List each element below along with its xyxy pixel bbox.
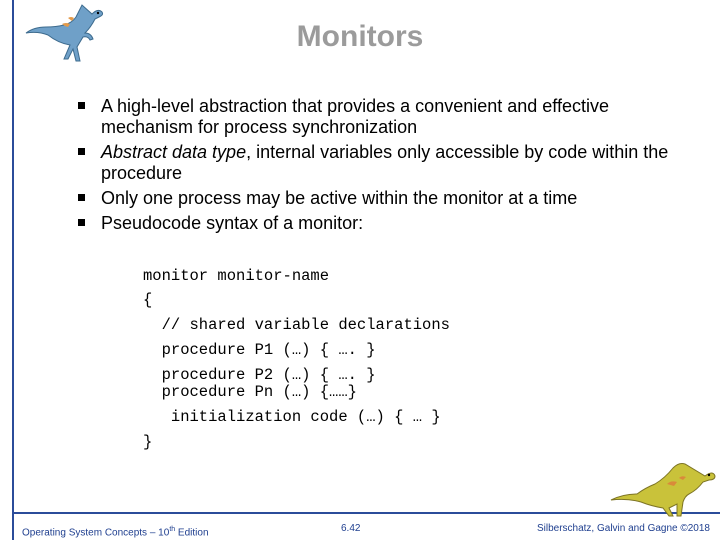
bullet-item bbox=[76, 96, 696, 138]
footer-copyright: Silberschatz, Galvin and Gagne ©2018 bbox=[536, 523, 710, 534]
bullet-text: A high-level abstraction that provides a convenient and effective mechanism for process synchronization bbox=[101, 96, 609, 137]
code-line: { bbox=[143, 291, 153, 309]
code-line: } bbox=[143, 433, 153, 451]
dinosaur-icon bbox=[605, 462, 717, 518]
bullet-text: Pseudocode syntax of a monitor: bbox=[101, 213, 364, 233]
bullet-emphasis: Abstract data type bbox=[101, 142, 247, 162]
square-bullet-icon bbox=[78, 219, 85, 226]
square-bullet-icon bbox=[78, 194, 85, 201]
code-line: procedure P2 (…) { …. } bbox=[143, 366, 376, 384]
footer-page-number: 6.42 bbox=[341, 523, 361, 534]
square-bullet-icon bbox=[78, 102, 85, 109]
bullet-text: , internal variables only accessible by code within the procedure bbox=[101, 142, 669, 183]
code-line: // shared variable declarations bbox=[143, 316, 450, 334]
code-line: monitor monitor-name bbox=[143, 267, 330, 285]
bullet-text: Only one process may be active within the monitor at a time bbox=[101, 188, 578, 208]
code-block bbox=[143, 267, 450, 451]
slide-title: Monitors bbox=[296, 20, 424, 53]
footer-book-suffix: Edition bbox=[175, 527, 209, 539]
left-rule bbox=[12, 0, 14, 540]
bullet-item bbox=[76, 188, 696, 209]
footer-book-sup: th bbox=[169, 526, 176, 533]
bullet-item bbox=[76, 142, 696, 184]
code-line: procedure P1 (…) { …. } bbox=[143, 341, 376, 359]
code-line: procedure Pn (…) {……} bbox=[143, 383, 357, 401]
bullet-list bbox=[76, 96, 696, 238]
square-bullet-icon bbox=[78, 148, 85, 155]
bullet-item bbox=[76, 213, 696, 234]
code-line: initialization code (…) { … } bbox=[143, 408, 441, 426]
footer-book-title bbox=[22, 526, 209, 538]
footer-book: Operating System Concepts – 10 bbox=[22, 527, 170, 539]
